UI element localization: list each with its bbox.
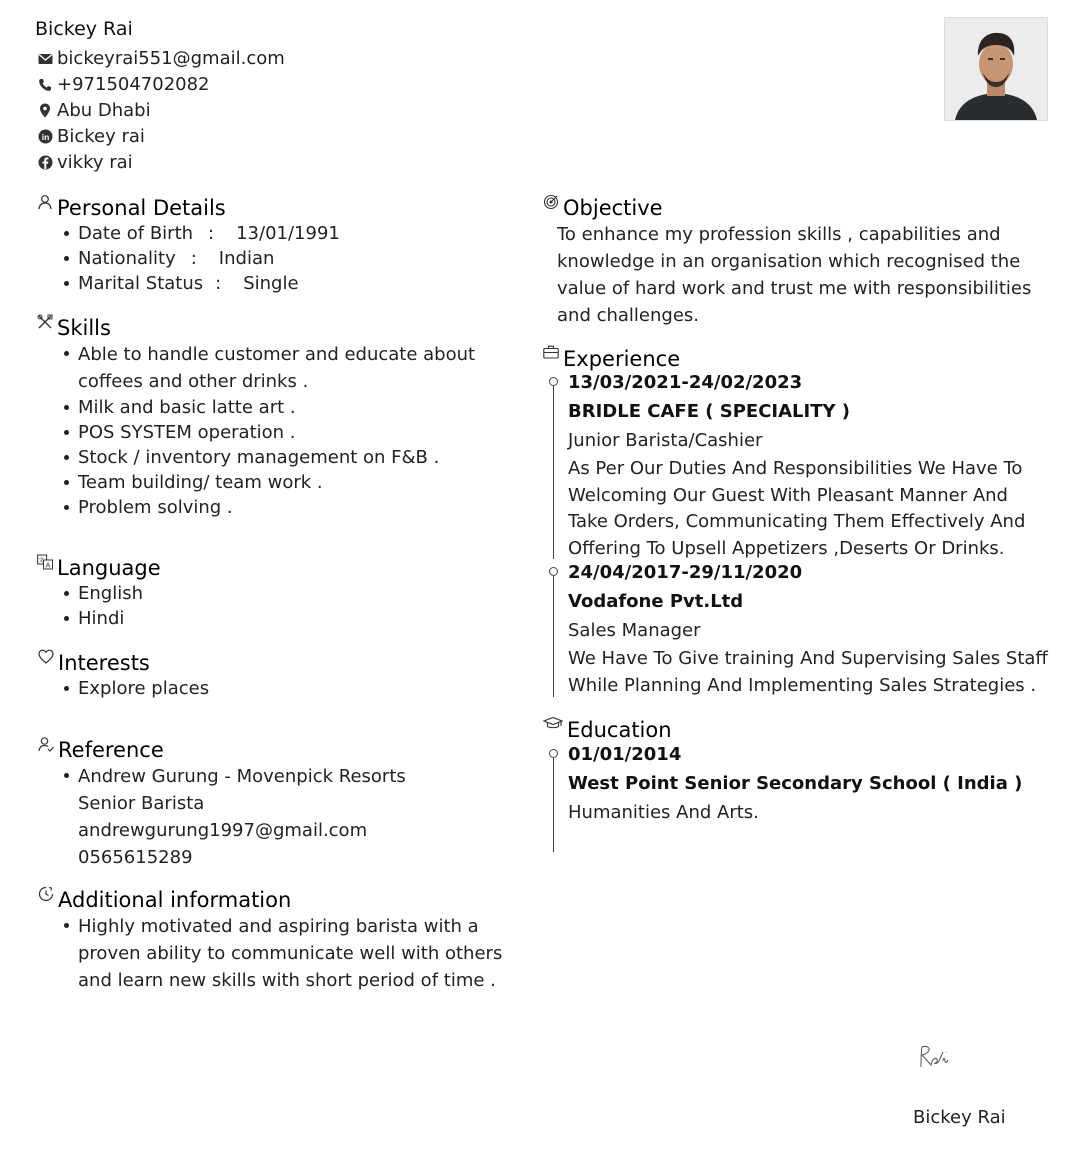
experience-role: Junior Barista/Cashier	[568, 430, 763, 451]
timeline-dot	[549, 749, 558, 758]
objective-heading: Objective	[543, 194, 663, 220]
skills-heading: Skills	[37, 314, 111, 340]
timeline-line	[553, 381, 554, 559]
signature-scribble	[917, 1043, 953, 1071]
experience-role: Sales Manager	[568, 620, 701, 641]
list-item: Problem solving .	[37, 495, 527, 520]
education-date: 01/01/2014	[568, 744, 682, 765]
list-item: Date of Birth : 13/01/1991	[37, 221, 507, 246]
interests-list	[37, 676, 507, 701]
reference-list	[37, 763, 507, 871]
experience-dates: 13/03/2021-24/02/2023	[568, 372, 803, 393]
timeline-line	[553, 571, 554, 697]
linkedin-text: Bickey rai	[57, 126, 145, 147]
contact-linkedin	[37, 126, 145, 147]
experience-company: BRIDLE CAFE ( SPECIALITY )	[568, 401, 851, 422]
education-heading: Education	[543, 716, 672, 742]
signature-name: Bickey Rai	[913, 1107, 1006, 1128]
briefcase-icon	[543, 345, 559, 361]
location-text: Abu Dhabi	[57, 100, 151, 121]
graduation-cap-icon	[543, 716, 563, 732]
list-item: Stock / inventory management on F&B .	[37, 445, 527, 470]
personal-details-list	[37, 221, 507, 296]
list-item	[37, 763, 507, 871]
phone-icon	[37, 77, 53, 93]
experience-dates: 24/04/2017-29/11/2020	[568, 562, 803, 583]
heart-icon	[38, 649, 54, 665]
reference-email: andrewgurung1997@gmail.com	[78, 820, 368, 841]
education-school: West Point Senior Secondary School ( India )	[568, 773, 1023, 794]
phone-text: +971504702082	[57, 74, 210, 95]
profile-photo	[944, 17, 1048, 121]
envelope-icon	[37, 51, 53, 67]
svg-text:in: in	[41, 131, 49, 142]
additional-info-list	[37, 913, 527, 994]
list-item: POS SYSTEM operation .	[37, 420, 527, 445]
facebook-text: vikky rai	[57, 152, 133, 173]
interests-heading: Interests	[38, 649, 150, 675]
list-item: Able to handle customer and educate about coffees and other drinks .	[37, 341, 527, 395]
target-icon	[543, 194, 559, 210]
user-check-icon	[38, 736, 54, 752]
language-heading: A 文 Language	[37, 556, 161, 580]
experience-heading: Experience	[543, 345, 680, 371]
person-icon	[37, 194, 53, 210]
reference-title: Senior Barista	[78, 793, 205, 814]
list-item: Hindi	[37, 606, 507, 631]
list-item: Marital Status : Single	[37, 271, 507, 296]
contact-phone	[37, 74, 210, 95]
tools-icon	[37, 314, 53, 330]
svg-text:A: A	[45, 562, 51, 570]
map-pin-icon	[37, 103, 53, 119]
experience-company: Vodafone Pvt.Ltd	[568, 591, 744, 612]
personal-details-heading: Personal Details	[37, 194, 226, 220]
facebook-icon	[37, 155, 53, 171]
experience-description: As Per Our Duties And Responsibilities We Have To Welcoming Our Guest With Pleasant Manner And Take Orders, Communicating Them Effectively And Offering To Upsell Appetizers ,Deserts Or Drinks.	[568, 458, 1026, 559]
reference-heading: Reference	[38, 736, 164, 762]
timeline-line	[553, 753, 554, 852]
resume-name: Bickey Rai	[35, 18, 133, 40]
experience-description: We Have To Give training And Supervising Sales Staff While Planning And Implementing Sales Strategies .	[568, 648, 1048, 696]
skills-list	[37, 341, 527, 520]
list-item: English	[37, 581, 507, 606]
email-text: bickeyrai551@gmail.com	[57, 48, 285, 69]
list-item: Explore places	[37, 676, 507, 701]
list-item: Nationality : Indian	[37, 246, 507, 271]
svg-text:文: 文	[37, 558, 45, 564]
contact-email	[37, 48, 285, 69]
linkedin-icon	[37, 129, 53, 145]
education-field: Humanities And Arts.	[568, 802, 759, 823]
timeline-dot	[549, 567, 558, 576]
translate-icon	[37, 554, 53, 570]
list-item: Team building/ team work .	[37, 470, 527, 495]
language-list	[37, 581, 507, 631]
list-item: Milk and basic latte art .	[37, 395, 527, 420]
clock-icon	[38, 886, 54, 902]
contact-facebook	[37, 152, 133, 173]
contact-location	[37, 100, 151, 121]
list-item: Highly motivated and aspiring barista with a proven ability to communicate well with others and learn new skills with short period of time .	[37, 913, 527, 994]
reference-name: Andrew Gurung - Movenpick Resorts	[78, 766, 406, 787]
additional-info-heading: Additional information	[38, 886, 291, 912]
timeline-dot	[549, 377, 558, 386]
objective-text: To enhance my profession skills , capabilities and knowledge in an organisation which recognised the value of hard work and trust me with responsibilities and challenges.	[557, 224, 1032, 326]
reference-phone: 0565615289	[78, 847, 193, 868]
